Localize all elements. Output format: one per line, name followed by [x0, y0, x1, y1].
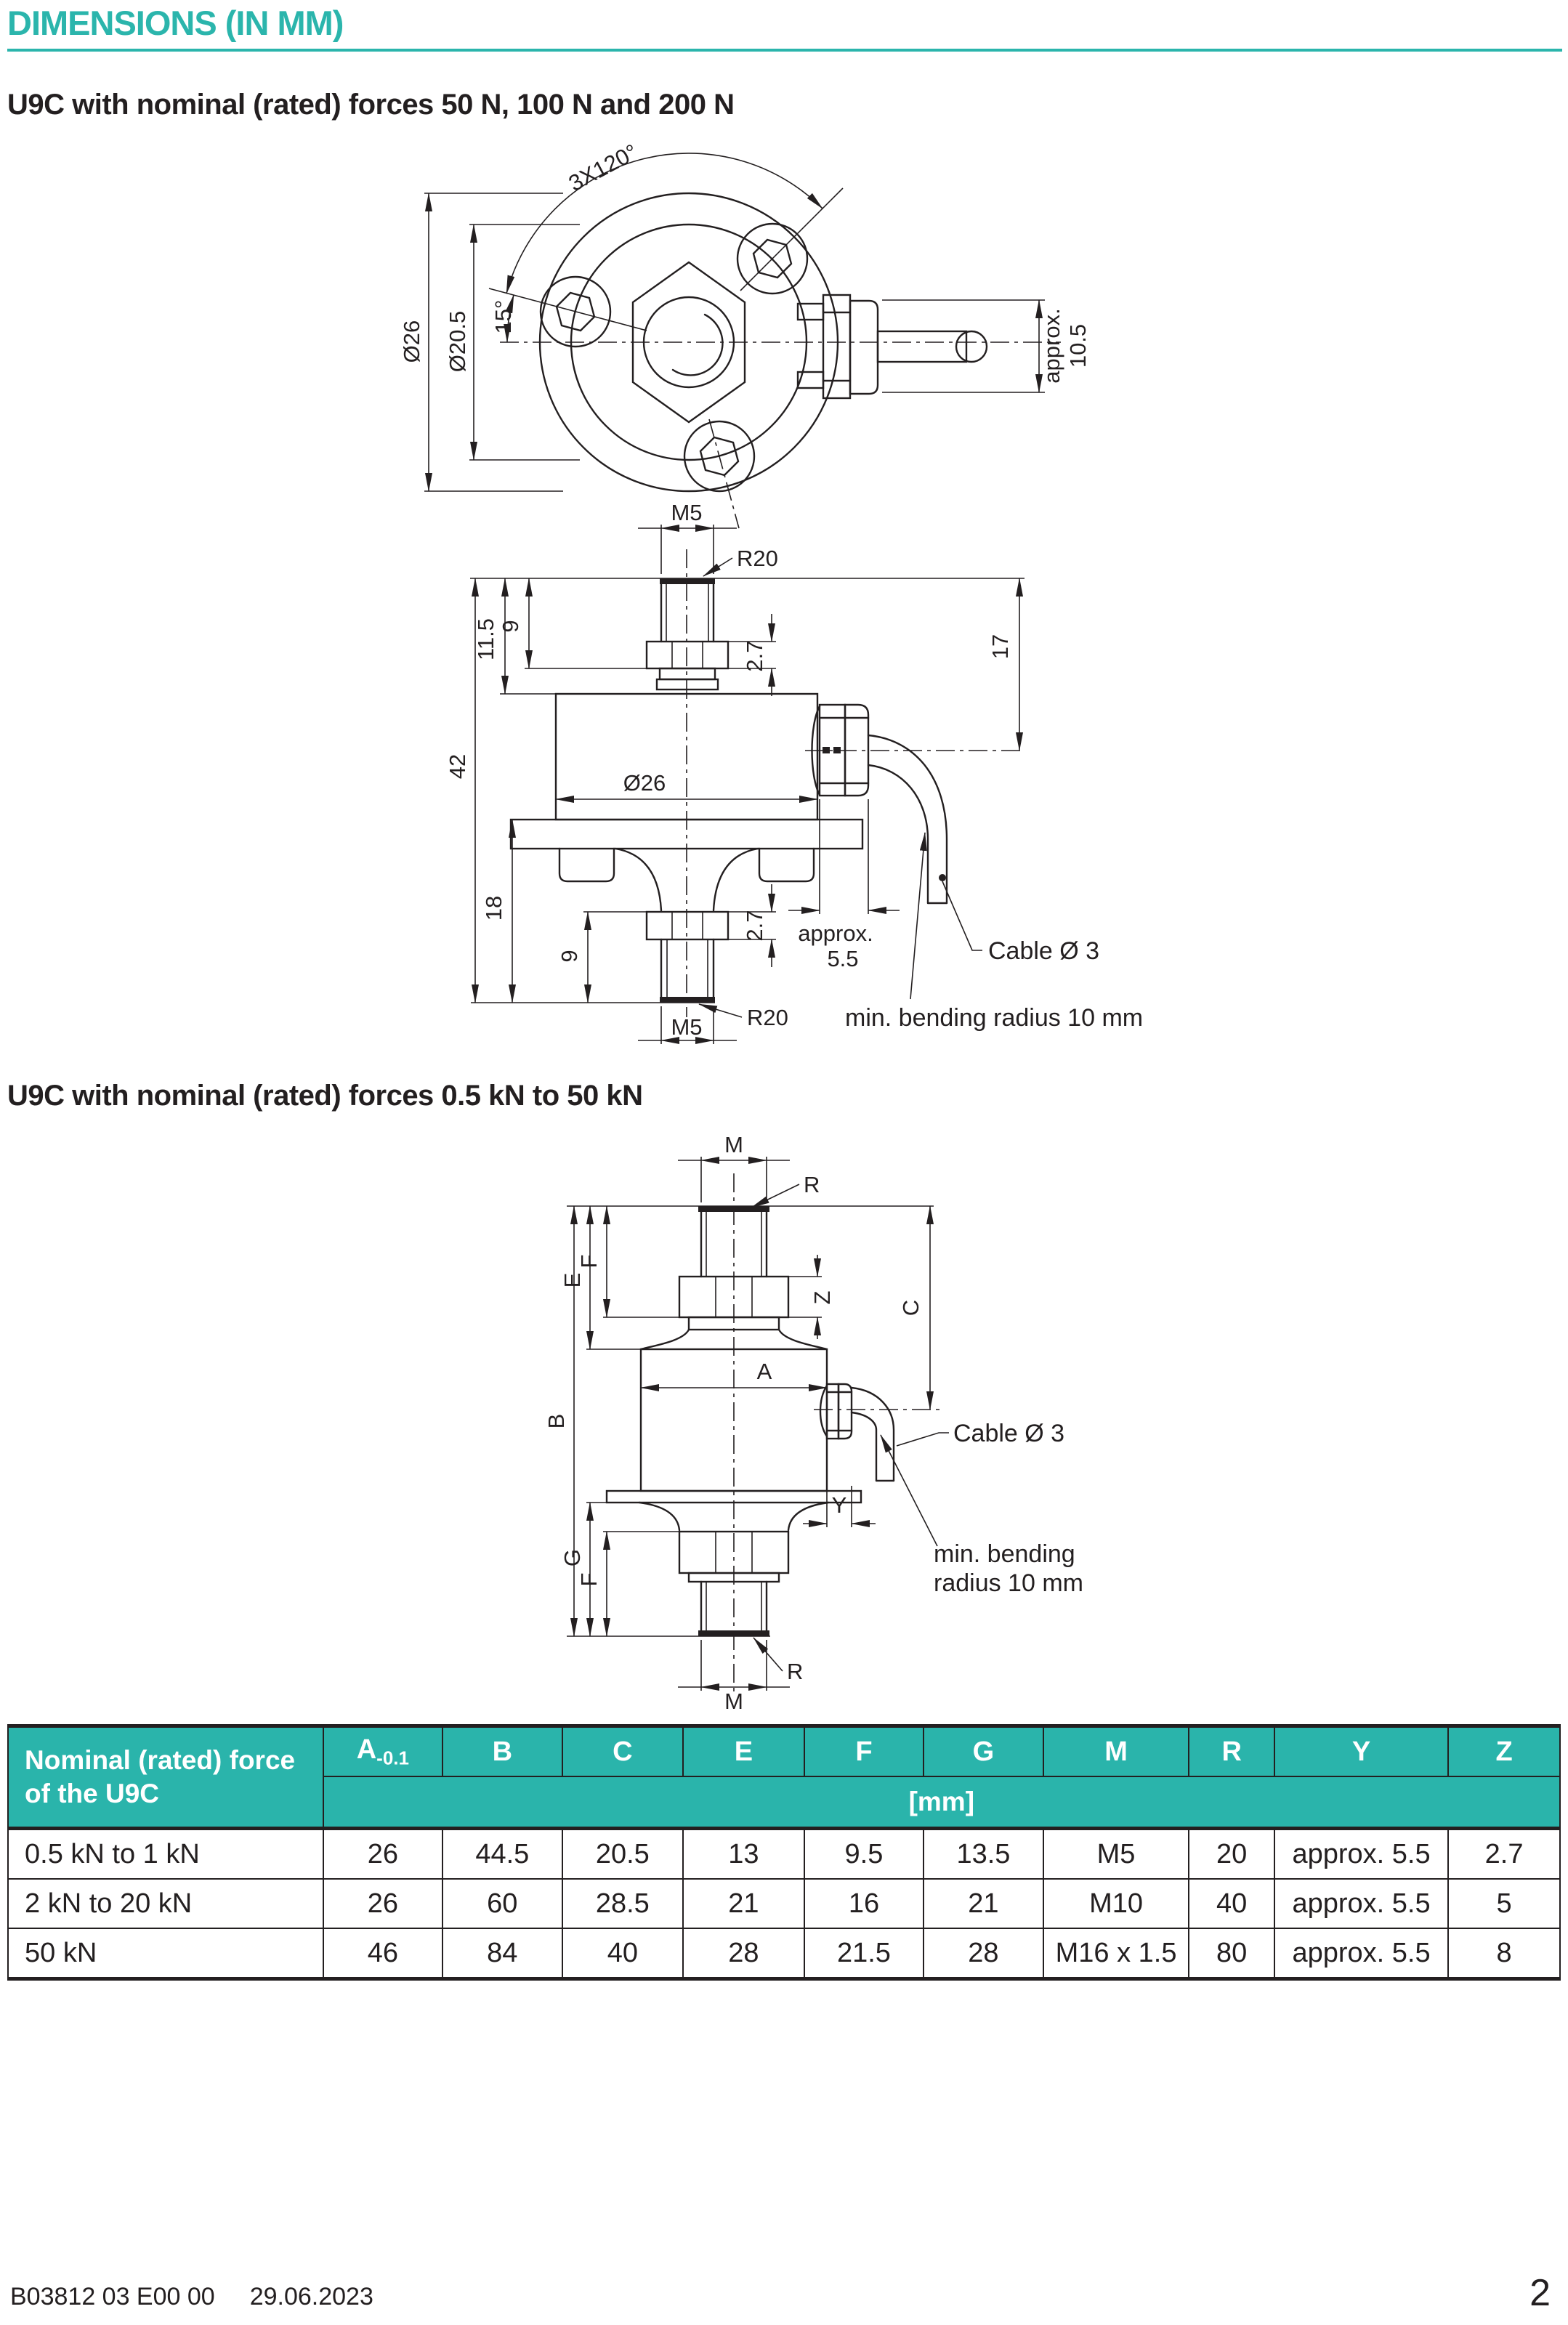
bottom-thread-relief	[698, 1630, 769, 1636]
cell-m: M16 x 1.5	[1043, 1928, 1189, 1979]
col-header-y: Y	[1274, 1726, 1448, 1777]
cell-c: 40	[562, 1928, 684, 1979]
cell-a: 26	[323, 1829, 442, 1880]
r-top-leader	[751, 1184, 799, 1208]
row-label: 50 kN	[8, 1928, 323, 1979]
dim-label-bolt-pattern: 3X120°	[564, 139, 642, 197]
dim-label-17: 17	[987, 634, 1013, 660]
dim-label-bolt-circle-dia: Ø20.5	[445, 310, 470, 373]
table-row	[8, 1879, 1560, 1928]
dim-label-42: 42	[445, 753, 470, 780]
drawing-small-transducer	[392, 138, 1206, 1054]
table-row	[8, 1829, 1560, 1880]
top-collar	[657, 679, 718, 690]
drawing-large-transducer	[509, 1130, 1148, 1711]
row-label: 2 kN to 20 kN	[8, 1879, 323, 1928]
dim-label-y: Y	[831, 1492, 847, 1518]
cable	[868, 735, 947, 903]
top-hex-nut	[647, 642, 728, 668]
dim-label-offset-angle: 15°	[490, 299, 516, 334]
left-bell	[641, 1330, 689, 1349]
dim-label-11-5: 11.5	[473, 618, 498, 661]
dim-label-e: E	[559, 1272, 585, 1288]
dim-label-9-bottom: 9	[557, 950, 582, 963]
cell-c: 28.5	[562, 1879, 684, 1928]
cell-y: approx. 5.5	[1274, 1928, 1448, 1979]
dim-label-body-dia: Ø26	[623, 770, 666, 796]
dim-label-z: Z	[809, 1290, 835, 1305]
col-header-e: E	[683, 1726, 804, 1777]
dim-label-2-7-bottom: 2.7	[742, 910, 767, 942]
row-label: 0.5 kN to 1 kN	[8, 1829, 323, 1880]
cell-e: 28	[683, 1928, 804, 1979]
bend-note-line1: min. bending	[934, 1540, 1075, 1568]
cell-y: approx. 5.5	[1274, 1879, 1448, 1928]
dim-label-5-5-word: approx.	[798, 921, 873, 946]
dim-label-r-bottom: R	[787, 1659, 804, 1684]
top-washer	[660, 668, 715, 679]
dim-label-m-bottom: M	[724, 1689, 743, 1711]
section-title-large-forces: U9C with nominal (rated) forces 0.5 kN to 50 kN	[7, 1080, 643, 1112]
cell-e: 13	[683, 1829, 804, 1880]
cell-c: 20.5	[562, 1829, 684, 1880]
table-row	[8, 1928, 1560, 1979]
connector-pin	[878, 331, 966, 362]
right-bell	[779, 1330, 827, 1349]
cell-g: 13.5	[924, 1829, 1043, 1880]
left-fillet	[639, 1503, 679, 1530]
cell-y: approx. 5.5	[1274, 1829, 1448, 1880]
cell-m: M5	[1043, 1829, 1189, 1880]
dim-label-r20-bottom: R20	[747, 1005, 788, 1030]
top-thread-relief	[698, 1206, 769, 1212]
dim-label-r-top: R	[804, 1172, 820, 1197]
cell-g: 28	[924, 1928, 1043, 1979]
dim-label-a: A	[756, 1359, 772, 1384]
center-thread-arc	[673, 315, 722, 375]
dim-label-9-top: 9	[498, 620, 523, 633]
bottom-thread-relief	[660, 997, 715, 1003]
dim-label-outer-dia: Ø26	[399, 320, 424, 363]
col-header-g: G	[924, 1726, 1043, 1777]
dim-label-m-top: M	[724, 1132, 743, 1157]
col-header-f: F	[804, 1726, 924, 1777]
dim-label-r20-top: R20	[737, 546, 778, 571]
radial-line-top-right	[740, 188, 843, 291]
unit-header: [mm]	[323, 1776, 1560, 1829]
cable	[852, 1388, 894, 1481]
col-header-a	[323, 1726, 442, 1777]
r20-top-leader	[703, 558, 732, 576]
top-view	[399, 139, 1091, 528]
col-header-m: M	[1043, 1726, 1189, 1777]
cell-z: 2.7	[1448, 1829, 1560, 1880]
cell-a: 26	[323, 1879, 442, 1928]
dim-label-b: B	[543, 1413, 569, 1429]
dim-label-conn-height-value: 10.5	[1065, 323, 1091, 368]
right-foot	[759, 849, 814, 881]
cell-f: 16	[804, 1879, 924, 1928]
col-header-line1: Nominal (rated) force	[25, 1744, 296, 1775]
cell-m: M10	[1043, 1879, 1189, 1928]
col-header-z: Z	[1448, 1726, 1560, 1777]
dim-label-c: C	[898, 1299, 924, 1317]
right-fillet-r20	[714, 849, 758, 910]
dim-label-g: G	[559, 1548, 585, 1567]
col-header-r: R	[1189, 1726, 1274, 1777]
top-thread-relief	[660, 578, 715, 584]
cable-label: Cable Ø 3	[953, 1420, 1065, 1447]
col-header-a-main: A	[356, 1734, 377, 1765]
dim-label-f-bottom: F	[576, 1572, 602, 1587]
dim-label-2-7-top: 2.7	[742, 640, 767, 672]
dim-label-m5-top: M5	[671, 500, 703, 525]
footer	[10, 2283, 373, 2311]
footer-doc-code: B03812 03 E00 00	[10, 2283, 215, 2310]
bend-note-line2: radius 10 mm	[934, 1569, 1083, 1597]
cell-z: 5	[1448, 1879, 1560, 1928]
connector-pin-end	[956, 331, 987, 362]
page-title: DIMENSIONS (IN MM)	[7, 3, 1562, 52]
cell-r: 40	[1189, 1879, 1274, 1928]
dim-label-m5-bottom: M5	[671, 1014, 703, 1040]
cell-r: 20	[1189, 1829, 1274, 1880]
page-number: 2	[1529, 2272, 1551, 2314]
footer-date: 29.06.2023	[249, 2283, 373, 2310]
cable-leader	[897, 1433, 949, 1446]
cell-f: 21.5	[804, 1928, 924, 1979]
col-header-c: C	[562, 1726, 684, 1777]
section-title-small-forces: U9C with nominal (rated) forces 50 N, 100 N and 200 N	[7, 89, 735, 121]
cell-f: 9.5	[804, 1829, 924, 1880]
cell-b: 84	[442, 1928, 562, 1979]
right-fillet	[788, 1503, 828, 1530]
dim-label-18: 18	[481, 895, 506, 921]
bend-note-leader	[881, 1435, 937, 1546]
bottom-hex-nut	[647, 912, 728, 939]
side-view	[445, 500, 1143, 1044]
cell-z: 8	[1448, 1928, 1560, 1979]
cell-r: 80	[1189, 1928, 1274, 1979]
cell-e: 21	[683, 1879, 804, 1928]
bend-note: min. bending radius 10 mm	[845, 1004, 1144, 1032]
dim-label-f-top: F	[576, 1254, 602, 1269]
cable-label: Cable Ø 3	[988, 937, 1100, 965]
left-foot	[559, 849, 614, 881]
cable-leader	[942, 881, 982, 950]
screw-axis-centerline	[709, 419, 739, 528]
cell-a: 46	[323, 1928, 442, 1979]
dimensions-table	[7, 1724, 1561, 1981]
cell-b: 60	[442, 1879, 562, 1928]
col-header-nominal-force	[8, 1726, 323, 1829]
connector-top-view	[798, 295, 987, 398]
bend-note-leader	[910, 833, 925, 999]
col-header-b: B	[442, 1726, 562, 1777]
r20-bottom-leader	[699, 1004, 742, 1017]
col-header-a-sub: -0.1	[376, 1747, 409, 1769]
left-fillet-r20	[615, 849, 661, 910]
dim-label-conn-height-word: approx.	[1039, 308, 1064, 384]
dim-label-5-5-value: 5.5	[827, 946, 859, 971]
col-header-line2: of the U9C	[25, 1779, 159, 1808]
cell-g: 21	[924, 1879, 1043, 1928]
connector-side-view	[820, 1384, 852, 1439]
cell-b: 44.5	[442, 1829, 562, 1880]
r-bottom-leader	[753, 1638, 783, 1671]
